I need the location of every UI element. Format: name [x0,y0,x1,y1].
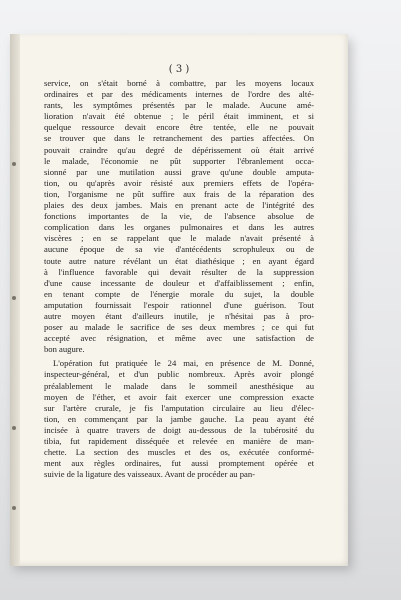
text-line: ordinaires et par des médicaments internes de l'ordre des alté- [44,89,314,100]
text-line: suivie de la ligature des vaisseaux. Avant de procéder au pan- [44,469,256,480]
text-line: tion, l'organisme ne pût suffire aux frais de la réparation des [44,188,314,199]
text-line: bon augure. [44,344,85,355]
text-line: tion, en commençant par la jambe gauche. La peau ayant été [44,413,314,424]
paragraph-2 [44,358,314,480]
page-binding-edge [10,34,20,566]
text-line: préalablement le malade dans le sommeil anesthésique au [44,380,314,391]
text-line: complication dans les organes pulmonaires et dans les autres [44,222,314,233]
stitch-hole [12,162,16,166]
text-line: inspecteur-général, et d'un public nombreux. Après avoir plongé [44,369,314,380]
text-line: le malade, l'économie ne pût supporter l'ébranlement occa- [44,155,314,166]
page-number: ( 3 ) [168,64,190,75]
text-line: pouvait craindre qu'au degré de dépérissement où était arrivé [44,144,314,155]
text-line: autre moyen étant d'ailleurs inutile, je n'hésitai pas à pro- [44,310,314,321]
text-line: plaies des deux jambes. Mais en prenant acte de l'intégrité des [44,200,314,211]
text-line: d'une cause incessante de douleur et d'affaiblissement ; enfin, [44,277,314,288]
text-line: tibia, fut rapidement disséquée et relevée en manière de man- [44,436,314,446]
text-line: incisée à quatre travers de doigt au-dessous de la tubérosité du [44,424,314,435]
text-line: sionné par une mutilation aussi grave qu'une double amputa- [44,166,314,177]
text-line: rants, les symptômes présentés par le malade. Aucune amé- [44,100,314,111]
text-line: L'opération fut pratiquée le 24 mai, en présence de M. Donné, [53,358,314,369]
book-page [10,34,348,566]
text-line: lioration n'avait été obtenue ; le péril était imminent, et si [44,111,314,122]
text-line: moyen de l'éther, et avoir fait exercer une compression exacte [44,391,314,402]
text-line: toute autre nature révélant un état diathésique ; en ayant égard [44,255,314,266]
stitch-hole [12,296,16,300]
text-line: quelque ressource devait encore être tentée, elle ne pouvait [44,122,314,133]
body-text [44,78,314,480]
text-line: accepté avec résignation, et même avec une satisfaction de [44,333,314,344]
stitch-hole [12,506,16,510]
text-line: viscères ; en se rappelant que le malade n'avait présenté à [44,233,314,244]
text-line: se trouver que dans le retranchement des parties affectées. On [44,133,314,144]
paragraph-1 [44,78,314,355]
stitch-hole [12,426,16,430]
text-line: sur l'artère crurale, je fis l'amputation circulaire au lieu d'élec- [44,402,314,413]
text-line: ment aux règles ordinaires, fut aussi promptement opérée et [44,458,314,469]
text-line: poser au malade le sacrifice de ses deux membres ; ce qui fut [44,322,314,333]
text-line: amputation fournissait l'espoir rationnel d'une guérison. Tout [44,299,314,310]
text-line: fonctions importantes de la vie, de l'absence absolue de [44,211,314,222]
text-line: en tenant compte de l'énergie morale du sujet, la double [44,288,314,299]
text-line: aucune époque de sa vie d'antécédents scrophuleux ou de [44,244,314,255]
text-line: chette. La section des muscles et des os, exécutée conformé- [44,447,314,458]
text-line: service, on s'était borné à combattre, par les moyens locaux [44,78,314,88]
text-line: tion, ou qu'après avoir résisté aux premiers effets de l'opéra- [44,177,314,188]
text-line: à l'influence favorable qui devait résulter de la suppression [44,266,314,277]
